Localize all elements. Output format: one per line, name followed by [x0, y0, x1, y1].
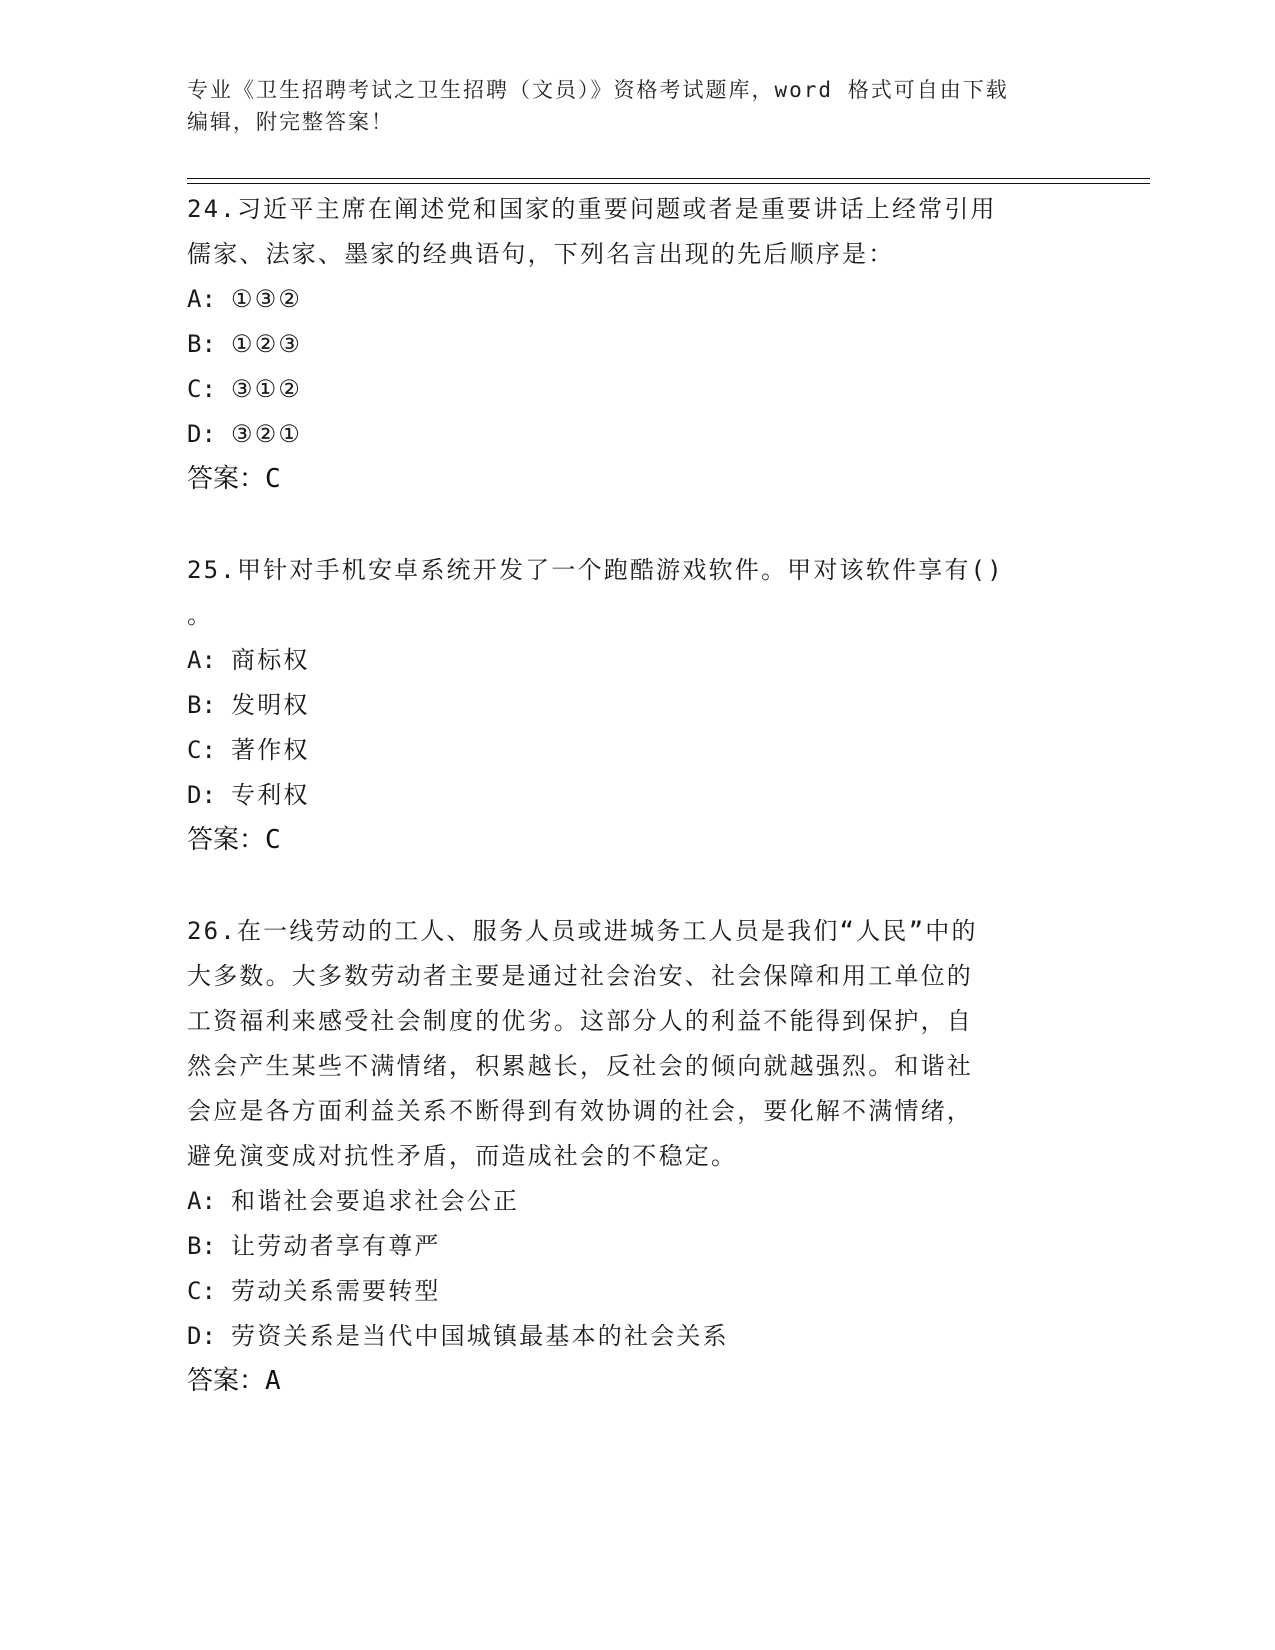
option-text: 专利权 — [231, 781, 310, 809]
answer-line — [187, 457, 1077, 502]
option-c — [187, 728, 1077, 773]
option-a — [187, 1179, 1077, 1224]
question-stem-line: 工资福利来感受社会制度的优劣。这部分人的利益不能得到保护，自 — [187, 1007, 973, 1035]
document-header — [187, 74, 1087, 138]
question-stem-line: 24.习近平主席在阐述党和国家的重要问题或者是重要讲话上经常引用 — [187, 195, 997, 223]
option-text: ①③② — [231, 285, 303, 313]
answer-label: 答案： — [187, 464, 266, 494]
option-key: D: — [187, 781, 216, 809]
answer-label: 答案： — [187, 1366, 266, 1396]
answer-line — [187, 818, 1077, 863]
header-line-2: 编辑，附完整答案！ — [187, 110, 394, 134]
option-key: D: — [187, 1322, 216, 1350]
option-text: 劳资关系是当代中国城镇最基本的社会关系 — [231, 1322, 729, 1350]
question-stem-line: 。 — [187, 601, 214, 629]
option-a — [187, 277, 1077, 322]
option-key: A: — [187, 285, 216, 313]
question-list — [187, 187, 1077, 1450]
question-stem-line: 25.甲针对手机安卓系统开发了一个跑酷游戏软件。甲对该软件享有() — [187, 556, 1004, 584]
header-divider-top — [187, 178, 1150, 179]
option-c — [187, 1269, 1077, 1314]
option-d — [187, 412, 1077, 457]
question-stem-line: 避免演变成对抗性矛盾，而造成社会的不稳定。 — [187, 1142, 738, 1170]
option-text: 发明权 — [231, 691, 310, 719]
question-25 — [187, 548, 1077, 863]
option-d — [187, 1314, 1077, 1359]
option-text: 和谐社会要追求社会公正 — [231, 1187, 520, 1215]
option-d — [187, 773, 1077, 818]
option-text: 著作权 — [231, 736, 310, 764]
option-key: C: — [187, 375, 216, 403]
option-key: B: — [187, 330, 216, 358]
option-c — [187, 367, 1077, 412]
question-stem-line: 然会产生某些不满情绪，积累越长，反社会的倾向就越强烈。和谐社 — [187, 1052, 973, 1080]
option-key: D: — [187, 420, 216, 448]
header-line-1: 专业《卫生招聘考试之卫生招聘（文员）》资格考试题库，word 格式可自由下载 — [187, 78, 1009, 102]
question-26 — [187, 909, 1077, 1404]
option-key: C: — [187, 736, 216, 764]
question-stem-line: 26.在一线劳动的工人、服务人员或进城务工人员是我们“人民”中的 — [187, 917, 978, 945]
question-stem-line: 儒家、法家、墨家的经典语句，下列名言出现的先后顺序是： — [187, 240, 895, 268]
answer-value: C — [265, 825, 281, 855]
option-text: ③②① — [231, 420, 303, 448]
option-text: 商标权 — [231, 646, 310, 674]
option-text: 劳动关系需要转型 — [231, 1277, 441, 1305]
answer-line — [187, 1359, 1077, 1404]
option-b — [187, 1224, 1077, 1269]
header-divider-bottom — [187, 183, 1150, 184]
option-key: C: — [187, 1277, 216, 1305]
question-24 — [187, 187, 1077, 502]
option-a — [187, 638, 1077, 683]
option-key: A: — [187, 646, 216, 674]
option-text: 让劳动者享有尊严 — [231, 1232, 441, 1260]
question-stem-line: 大多数。大多数劳动者主要是通过社会治安、社会保障和用工单位的 — [187, 962, 973, 990]
option-text: ①②③ — [231, 330, 303, 358]
option-key: A: — [187, 1187, 216, 1215]
option-b — [187, 683, 1077, 728]
option-key: B: — [187, 1232, 216, 1260]
answer-value: C — [265, 464, 281, 494]
answer-label: 答案： — [187, 825, 266, 855]
answer-value: A — [265, 1366, 281, 1396]
option-text: ③①② — [231, 375, 303, 403]
question-stem-line: 会应是各方面利益关系不断得到有效协调的社会，要化解不满情绪， — [187, 1097, 973, 1125]
option-key: B: — [187, 691, 216, 719]
option-b — [187, 322, 1077, 367]
